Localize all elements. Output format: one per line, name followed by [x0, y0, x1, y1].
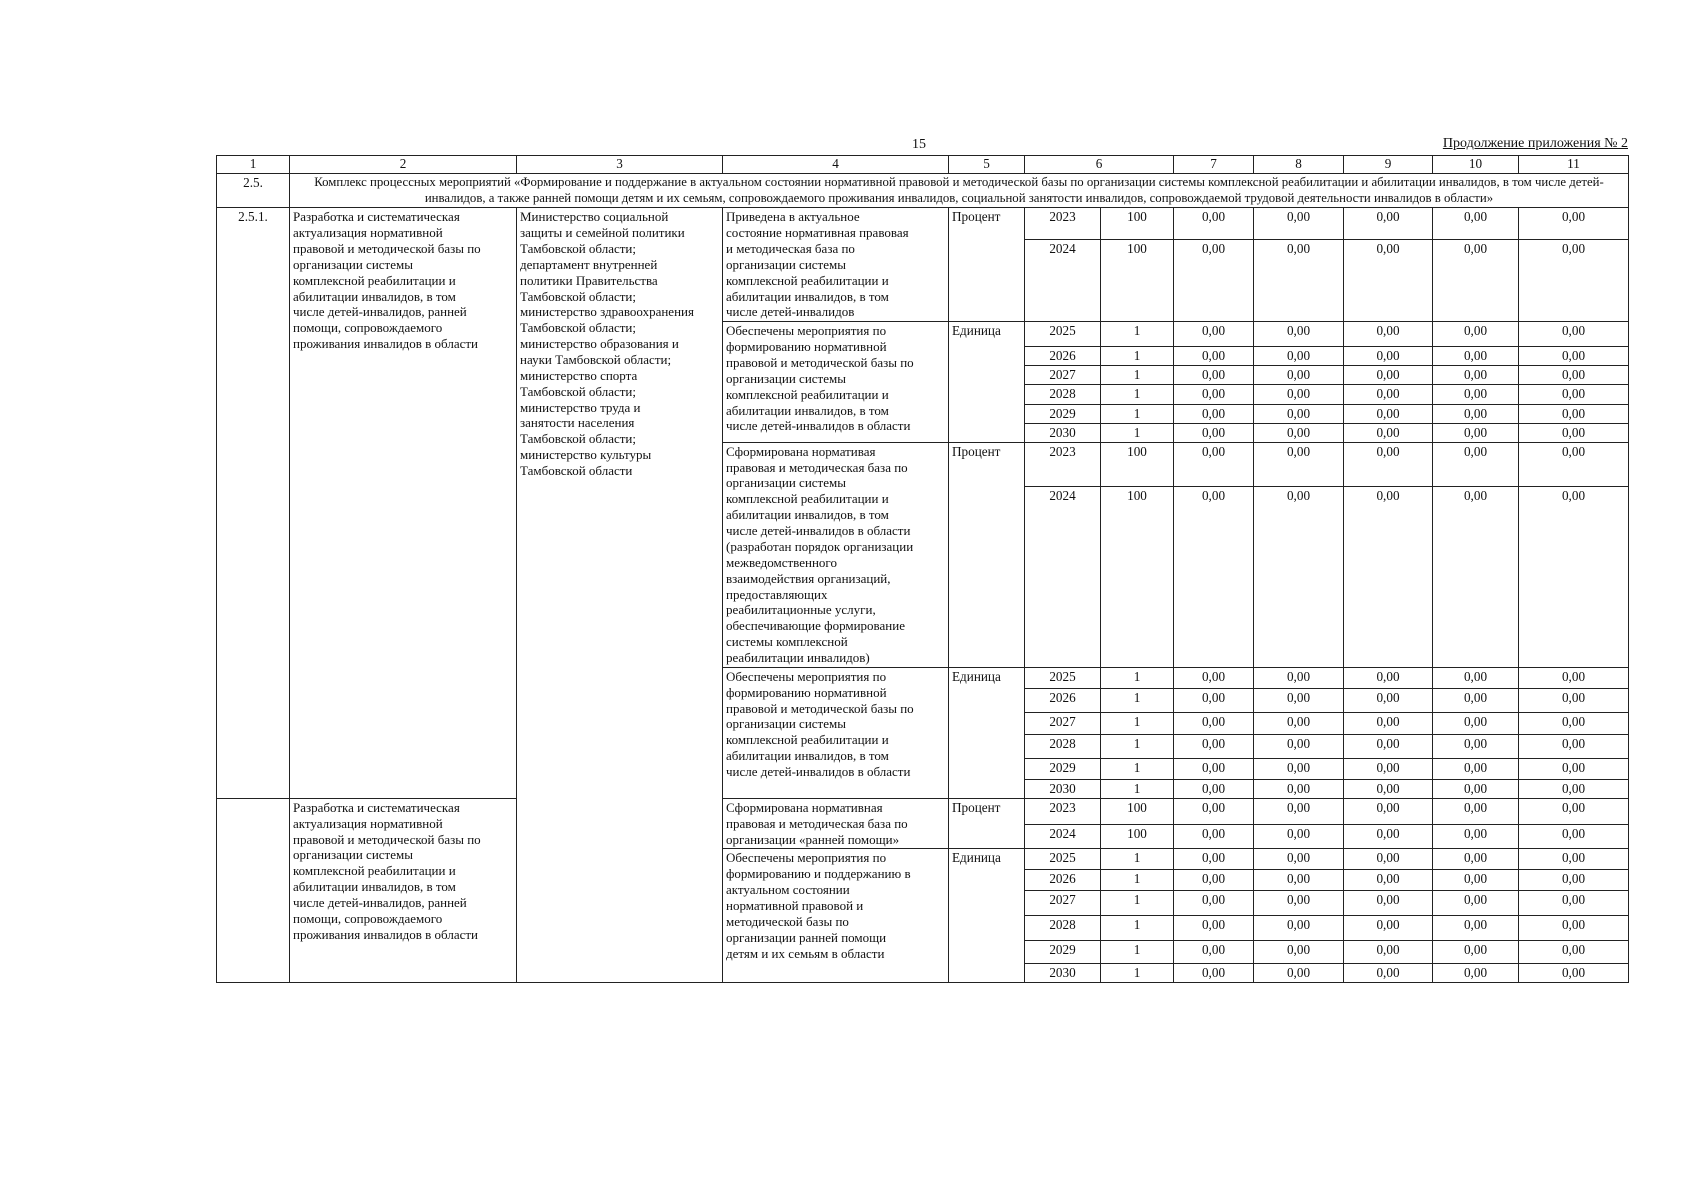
- value-cell: 1: [1101, 758, 1174, 779]
- continuation-note: Продолжение приложения № 2: [1442, 136, 1628, 151]
- amount-cell: 0,00: [1344, 916, 1433, 941]
- year-cell: 2027: [1025, 891, 1101, 916]
- executor: Министерство социальной защиты и семейной политики Тамбовской области; департамент внутренней политики Правительства Тамбовской области; министерство здравоохранения Тамбовской области; министерство образования и науки Тамбовской области; министерство спорта Тамбовской области; министерство труда и занятости населения Тамбовской области; министерство культуры Тамбовской области: [517, 208, 723, 983]
- amount-cell: 0,00: [1344, 405, 1433, 424]
- amount-cell: 0,00: [1344, 825, 1433, 849]
- page-number: 15: [912, 137, 926, 152]
- amount-cell: 0,00: [1433, 405, 1519, 424]
- value-cell: 1: [1101, 322, 1174, 347]
- year-cell: 2025: [1025, 667, 1101, 688]
- amount-cell: 0,00: [1254, 667, 1344, 688]
- year-cell: 2025: [1025, 849, 1101, 870]
- amount-cell: 0,00: [1254, 423, 1344, 442]
- amount-cell: 0,00: [1433, 239, 1519, 321]
- amount-cell: 0,00: [1519, 366, 1629, 385]
- amount-cell: 0,00: [1254, 385, 1344, 405]
- amount-cell: 0,00: [1433, 798, 1519, 824]
- value-cell: 1: [1101, 688, 1174, 712]
- amount-cell: 0,00: [1254, 891, 1344, 916]
- value-cell: 100: [1101, 798, 1174, 824]
- amount-cell: 0,00: [1344, 734, 1433, 758]
- value-cell: 1: [1101, 423, 1174, 442]
- amount-cell: 0,00: [1254, 347, 1344, 366]
- amount-cell: 0,00: [1433, 916, 1519, 941]
- amount-cell: 0,00: [1433, 688, 1519, 712]
- value-cell: 100: [1101, 487, 1174, 667]
- year-cell: 2030: [1025, 779, 1101, 798]
- amount-cell: 0,00: [1344, 758, 1433, 779]
- value-cell: 1: [1101, 891, 1174, 916]
- indicator-text: Обеспечены мероприятия по формированию и поддержанию в актуальном состоянии нормативной правовой и методической базы по организации ранней помощи детям и их семьям в области: [723, 849, 949, 983]
- amount-cell: 0,00: [1433, 941, 1519, 964]
- amount-cell: 0,00: [1519, 208, 1629, 240]
- amount-cell: 0,00: [1174, 758, 1254, 779]
- year-cell: 2028: [1025, 385, 1101, 405]
- amount-cell: 0,00: [1174, 347, 1254, 366]
- amount-cell: 0,00: [1433, 347, 1519, 366]
- amount-cell: 0,00: [1344, 366, 1433, 385]
- amount-cell: 0,00: [1519, 712, 1629, 734]
- amount-cell: 0,00: [1519, 385, 1629, 405]
- amount-cell: 0,00: [1254, 208, 1344, 240]
- year-cell: 2023: [1025, 442, 1101, 487]
- amount-cell: 0,00: [1519, 849, 1629, 870]
- year-cell: 2030: [1025, 423, 1101, 442]
- amount-cell: 0,00: [1433, 487, 1519, 667]
- year-cell: 2024: [1025, 825, 1101, 849]
- program-table: [216, 155, 1629, 983]
- amount-cell: 0,00: [1344, 347, 1433, 366]
- amount-cell: 0,00: [1433, 322, 1519, 347]
- indicator-text: Сформирована нормативая правовая и методическая база по организации системы комплексной реабилитации и абилитации инвалидов, в том числе детей-инвалидов в области (разработан порядок организации межведомственного взаимодействия организаций, предоставляющих реабилитационные услуги, обеспечивающие формирование системы комплексной реабилитации инвалидов): [723, 442, 949, 667]
- amount-cell: 0,00: [1254, 366, 1344, 385]
- amount-cell: 0,00: [1433, 779, 1519, 798]
- amount-cell: 0,00: [1344, 870, 1433, 891]
- section-row: [217, 174, 1629, 208]
- indicator-unit: Единица: [949, 849, 1025, 983]
- measure-name: Разработка и систематическая актуализация нормативной правовой и методической базы по организации системы комплексной реабилитации и абилитации инвалидов, в том числе детей-инвалидов, ранней помощи, сопровождаемого проживания инвалидов в области: [290, 208, 517, 799]
- header-cell: 7: [1174, 156, 1254, 174]
- amount-cell: 0,00: [1174, 849, 1254, 870]
- amount-cell: 0,00: [1433, 870, 1519, 891]
- amount-cell: 0,00: [1519, 322, 1629, 347]
- amount-cell: 0,00: [1344, 442, 1433, 487]
- amount-cell: 0,00: [1519, 941, 1629, 964]
- value-cell: 1: [1101, 916, 1174, 941]
- indicator-unit: Процент: [949, 208, 1025, 322]
- header-cell: 6: [1025, 156, 1174, 174]
- header-cell: 3: [517, 156, 723, 174]
- amount-cell: 0,00: [1519, 870, 1629, 891]
- header-cell: 5: [949, 156, 1025, 174]
- amount-cell: 0,00: [1433, 667, 1519, 688]
- amount-cell: 0,00: [1519, 825, 1629, 849]
- amount-cell: 0,00: [1174, 239, 1254, 321]
- table-row: [217, 208, 1629, 240]
- header-cell: 1: [217, 156, 290, 174]
- indicator-unit: Процент: [949, 442, 1025, 667]
- value-cell: 1: [1101, 870, 1174, 891]
- amount-cell: 0,00: [1344, 667, 1433, 688]
- amount-cell: 0,00: [1174, 734, 1254, 758]
- measure-name: Разработка и систематическая актуализация нормативной правовой и методической базы по организации системы комплексной реабилитации и абилитации инвалидов, в том числе детей-инвалидов, ранней помощи, сопровождаемого проживания инвалидов в области: [290, 798, 517, 982]
- amount-cell: 0,00: [1254, 941, 1344, 964]
- value-cell: 1: [1101, 347, 1174, 366]
- amount-cell: 0,00: [1433, 385, 1519, 405]
- indicator-unit: Процент: [949, 798, 1025, 849]
- amount-cell: 0,00: [1433, 825, 1519, 849]
- year-cell: 2028: [1025, 916, 1101, 941]
- amount-cell: 0,00: [1519, 758, 1629, 779]
- amount-cell: 0,00: [1344, 385, 1433, 405]
- amount-cell: 0,00: [1344, 798, 1433, 824]
- amount-cell: 0,00: [1254, 964, 1344, 983]
- amount-cell: 0,00: [1174, 423, 1254, 442]
- amount-cell: 0,00: [1344, 487, 1433, 667]
- amount-cell: 0,00: [1254, 798, 1344, 824]
- amount-cell: 0,00: [1433, 423, 1519, 442]
- amount-cell: 0,00: [1519, 487, 1629, 667]
- indicator-text: Обеспечены мероприятия по формированию нормативной правовой и методической базы по организации системы комплексной реабилитации и абилитации инвалидов, в том числе детей-инвалидов в области: [723, 322, 949, 443]
- amount-cell: 0,00: [1344, 239, 1433, 321]
- indicator-unit: Единица: [949, 322, 1025, 443]
- amount-cell: 0,00: [1433, 208, 1519, 240]
- amount-cell: 0,00: [1254, 734, 1344, 758]
- year-cell: 2024: [1025, 239, 1101, 321]
- indicator-unit: Единица: [949, 667, 1025, 798]
- year-cell: 2029: [1025, 758, 1101, 779]
- amount-cell: 0,00: [1433, 891, 1519, 916]
- year-cell: 2025: [1025, 322, 1101, 347]
- amount-cell: 0,00: [1433, 442, 1519, 487]
- amount-cell: 0,00: [1344, 208, 1433, 240]
- amount-cell: 0,00: [1174, 712, 1254, 734]
- value-cell: 1: [1101, 405, 1174, 424]
- value-cell: 1: [1101, 779, 1174, 798]
- amount-cell: 0,00: [1344, 712, 1433, 734]
- amount-cell: 0,00: [1433, 964, 1519, 983]
- amount-cell: 0,00: [1519, 891, 1629, 916]
- value-cell: 1: [1101, 712, 1174, 734]
- value-cell: 1: [1101, 849, 1174, 870]
- amount-cell: 0,00: [1433, 712, 1519, 734]
- amount-cell: 0,00: [1344, 322, 1433, 347]
- year-cell: 2023: [1025, 798, 1101, 824]
- amount-cell: 0,00: [1519, 423, 1629, 442]
- amount-cell: 0,00: [1433, 734, 1519, 758]
- amount-cell: 0,00: [1519, 442, 1629, 487]
- amount-cell: 0,00: [1519, 779, 1629, 798]
- amount-cell: 0,00: [1344, 779, 1433, 798]
- value-cell: 1: [1101, 734, 1174, 758]
- indicator-text: Приведена в актуальное состояние нормативная правовая и методическая база по организации системы комплексной реабилитации и абилитации инвалидов, в том числе детей-инвалидов: [723, 208, 949, 322]
- amount-cell: 0,00: [1254, 849, 1344, 870]
- amount-cell: 0,00: [1174, 442, 1254, 487]
- table-row: [217, 798, 1629, 824]
- amount-cell: 0,00: [1174, 779, 1254, 798]
- amount-cell: 0,00: [1344, 849, 1433, 870]
- amount-cell: 0,00: [1254, 322, 1344, 347]
- year-cell: 2027: [1025, 366, 1101, 385]
- amount-cell: 0,00: [1174, 322, 1254, 347]
- amount-cell: 0,00: [1519, 798, 1629, 824]
- table-body: [217, 156, 1629, 983]
- header-cell: 10: [1433, 156, 1519, 174]
- year-cell: 2030: [1025, 964, 1101, 983]
- amount-cell: 0,00: [1344, 964, 1433, 983]
- year-cell: 2029: [1025, 405, 1101, 424]
- value-cell: 1: [1101, 941, 1174, 964]
- value-cell: 100: [1101, 442, 1174, 487]
- year-cell: 2026: [1025, 347, 1101, 366]
- amount-cell: 0,00: [1433, 758, 1519, 779]
- year-cell: 2026: [1025, 688, 1101, 712]
- amount-cell: 0,00: [1254, 487, 1344, 667]
- amount-cell: 0,00: [1519, 688, 1629, 712]
- year-cell: 2026: [1025, 870, 1101, 891]
- year-cell: 2028: [1025, 734, 1101, 758]
- value-cell: 100: [1101, 239, 1174, 321]
- header-row: [217, 156, 1629, 174]
- indicator-text: Обеспечены мероприятия по формированию нормативной правовой и методической базы по организации системы комплексной реабилитации и абилитации инвалидов, в том числе детей-инвалидов в области: [723, 667, 949, 798]
- header-cell: 2: [290, 156, 517, 174]
- amount-cell: 0,00: [1433, 849, 1519, 870]
- amount-cell: 0,00: [1344, 941, 1433, 964]
- header-cell: 9: [1344, 156, 1433, 174]
- amount-cell: 0,00: [1254, 688, 1344, 712]
- amount-cell: 0,00: [1174, 688, 1254, 712]
- amount-cell: 0,00: [1174, 891, 1254, 916]
- amount-cell: 0,00: [1174, 825, 1254, 849]
- header-cell: 11: [1519, 156, 1629, 174]
- amount-cell: 0,00: [1254, 916, 1344, 941]
- item-number: 2.5.1.: [217, 208, 290, 799]
- amount-cell: 0,00: [1174, 208, 1254, 240]
- amount-cell: 0,00: [1174, 964, 1254, 983]
- amount-cell: 0,00: [1174, 487, 1254, 667]
- amount-cell: 0,00: [1254, 405, 1344, 424]
- amount-cell: 0,00: [1174, 667, 1254, 688]
- amount-cell: 0,00: [1519, 734, 1629, 758]
- amount-cell: 0,00: [1254, 779, 1344, 798]
- amount-cell: 0,00: [1174, 870, 1254, 891]
- year-cell: 2024: [1025, 487, 1101, 667]
- section-number: 2.5.: [217, 174, 290, 208]
- amount-cell: 0,00: [1344, 423, 1433, 442]
- year-cell: 2027: [1025, 712, 1101, 734]
- header-cell: 4: [723, 156, 949, 174]
- amount-cell: 0,00: [1519, 405, 1629, 424]
- amount-cell: 0,00: [1254, 758, 1344, 779]
- value-cell: 1: [1101, 667, 1174, 688]
- amount-cell: 0,00: [1254, 825, 1344, 849]
- amount-cell: 0,00: [1254, 239, 1344, 321]
- value-cell: 1: [1101, 385, 1174, 405]
- amount-cell: 0,00: [1174, 916, 1254, 941]
- amount-cell: 0,00: [1519, 667, 1629, 688]
- amount-cell: 0,00: [1344, 688, 1433, 712]
- value-cell: 100: [1101, 825, 1174, 849]
- header-cell: 8: [1254, 156, 1344, 174]
- value-cell: 1: [1101, 964, 1174, 983]
- amount-cell: 0,00: [1519, 347, 1629, 366]
- amount-cell: 0,00: [1519, 239, 1629, 321]
- amount-cell: 0,00: [1254, 442, 1344, 487]
- amount-cell: 0,00: [1433, 366, 1519, 385]
- amount-cell: 0,00: [1174, 941, 1254, 964]
- section-title: Комплекс процессных мероприятий «Формирование и поддержание в актуальном состоянии нормативной правовой и методической базы по организации системы комплексной реабилитации и абилитации инвалидов, в том числе детей-инвалидов, а также ранней помощи детям и их семьям, сопровождаемого проживания инвалидов, социальной занятости инвалидов, сопровождаемой трудовой деятельности инвалидов в области»: [290, 174, 1629, 208]
- indicator-text: Сформирована нормативная правовая и методическая база по организации «ранней помощи»: [723, 798, 949, 849]
- amount-cell: 0,00: [1174, 366, 1254, 385]
- amount-cell: 0,00: [1174, 798, 1254, 824]
- value-cell: 100: [1101, 208, 1174, 240]
- amount-cell: 0,00: [1174, 385, 1254, 405]
- value-cell: 1: [1101, 366, 1174, 385]
- year-cell: 2023: [1025, 208, 1101, 240]
- amount-cell: 0,00: [1519, 916, 1629, 941]
- amount-cell: 0,00: [1254, 870, 1344, 891]
- item-number-empty: [217, 798, 290, 982]
- amount-cell: 0,00: [1254, 712, 1344, 734]
- amount-cell: 0,00: [1174, 405, 1254, 424]
- amount-cell: 0,00: [1519, 964, 1629, 983]
- amount-cell: 0,00: [1344, 891, 1433, 916]
- year-cell: 2029: [1025, 941, 1101, 964]
